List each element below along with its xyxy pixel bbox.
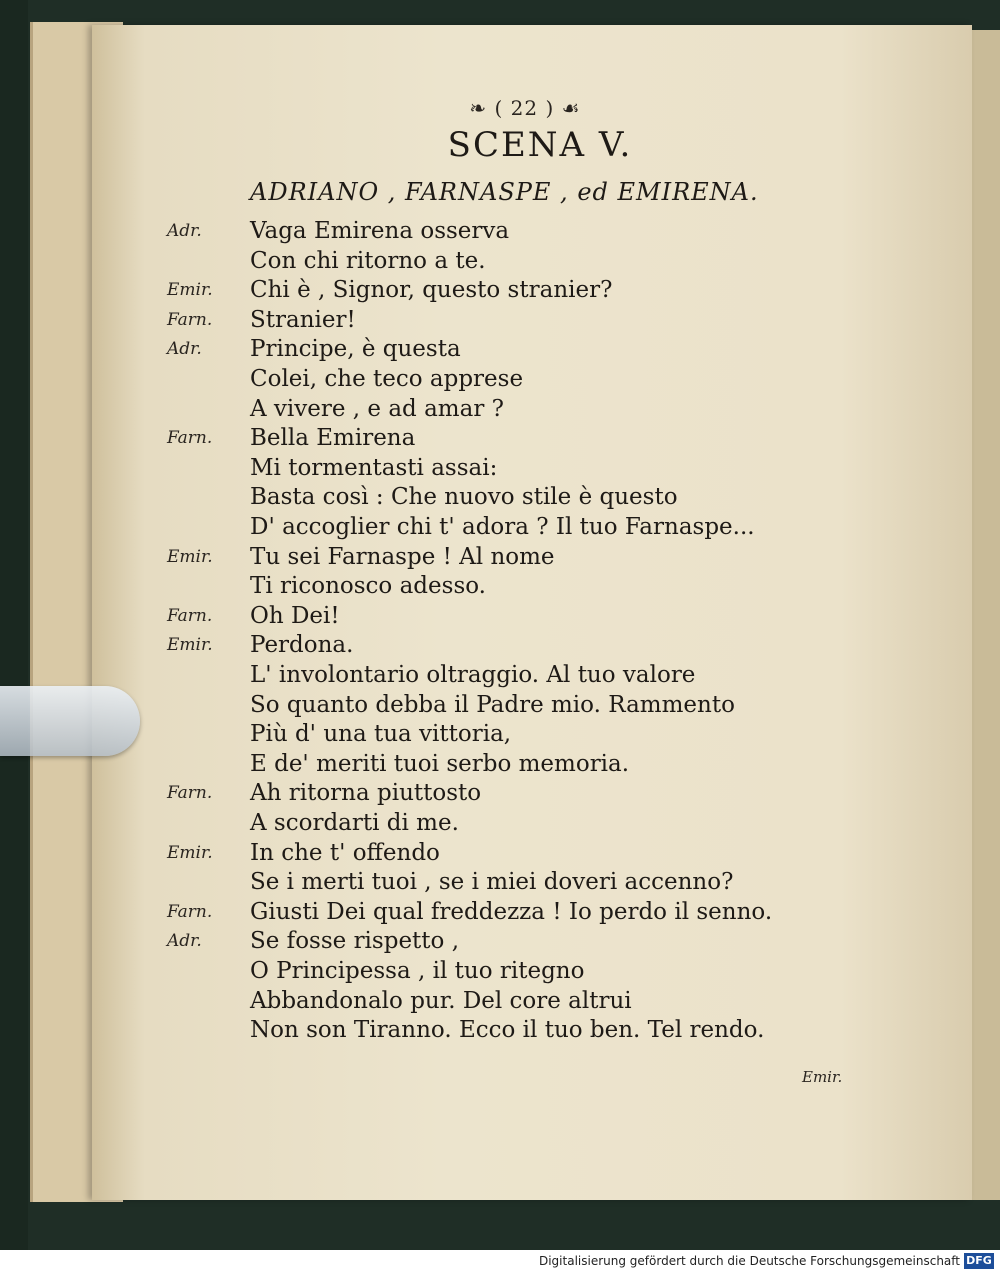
dialogue-line: Principe, è questa xyxy=(250,336,461,363)
dialogue-line: A vivere , e ad amar ? xyxy=(250,395,504,422)
dialogue-line: Non son Tiranno. Ecco il tuo ben. Tel rendo. xyxy=(250,1017,765,1044)
dialogue-line: Più d' una tua vittoria, xyxy=(250,721,512,748)
speaker-label: Farn. xyxy=(167,783,213,804)
dialogue-line: Abbandonalo pur. Del core altrui xyxy=(250,987,632,1014)
scanner-bed xyxy=(0,0,28,1250)
dialogue-line: E de' meriti tuoi serbo memoria. xyxy=(250,750,630,777)
dialogue-line: Bella Emirena xyxy=(250,425,416,452)
dialogue-line: Ti riconosco adesso. xyxy=(250,573,486,600)
catchword: Emir. xyxy=(802,1068,843,1086)
dialogue-line: Chi è , Signor, questo stranier? xyxy=(250,277,613,304)
speaker-label: Emir. xyxy=(167,842,213,863)
scene-characters: ADRIANO , FARNASPE , ed EMIRENA. xyxy=(250,178,759,206)
dialogue-line: Con chi ritorno a te. xyxy=(250,247,486,274)
dialogue-line: So quanto debba il Padre mio. Rammento xyxy=(250,691,735,718)
dialogue-line: O Principessa , il tuo ritegno xyxy=(250,958,585,984)
dialogue-line: Mi tormentasti assai: xyxy=(250,454,498,481)
dialogue-line: Colei, che teco apprese xyxy=(250,366,524,392)
speaker-label: Farn. xyxy=(167,428,213,449)
dialogue-line: Oh Dei! xyxy=(250,602,340,629)
footer-bar xyxy=(0,1250,1000,1273)
speaker-label: Emir. xyxy=(167,546,213,567)
speaker-label: Adr. xyxy=(167,931,202,952)
page-number xyxy=(440,96,610,126)
scene-title: SCENA V. xyxy=(447,125,633,165)
dialogue-line: A scordarti di me. xyxy=(250,810,459,836)
dialogue-line: Perdona. xyxy=(250,632,354,659)
dialogue-line: L' involontario oltraggio. Al tuo valore xyxy=(250,662,696,688)
dialogue-line: In che t' offendo xyxy=(250,839,440,866)
speaker-label: Farn. xyxy=(167,309,213,330)
speaker-label: Emir. xyxy=(167,280,213,301)
page-clip-tab xyxy=(0,686,140,756)
speaker-label: Adr. xyxy=(167,339,202,360)
funding-credit: Digitalisierung gefördert durch die Deutsche Forschungsgemeinschaft xyxy=(538,1254,960,1268)
speaker-label: Farn. xyxy=(167,901,213,922)
dfg-logo: DFG xyxy=(964,1253,994,1269)
dialogue-line: D' accoglier chi t' adora ? Il tuo Farnaspe... xyxy=(250,514,755,540)
dialogue-line: Vaga Emirena osserva xyxy=(250,218,510,244)
speaker-label: Adr. xyxy=(167,221,202,241)
dialogue-line: Ah ritorna piuttosto xyxy=(250,780,482,807)
dialogue-line: Se fosse rispetto , xyxy=(250,928,460,955)
dialogue-line: Tu sei Farnaspe ! Al nome xyxy=(250,543,555,570)
dialogue-line: Se i merti tuoi , se i miei doveri accenno? xyxy=(250,869,734,896)
ornament-left-icon: ❧ xyxy=(469,96,488,120)
dialogue-line: Stranier! xyxy=(250,306,356,333)
ornament-right-icon: ☙ xyxy=(561,96,581,120)
speaker-label: Farn. xyxy=(167,605,213,626)
speaker-label: Emir. xyxy=(167,635,213,656)
page-number-text: ( 22 ) xyxy=(494,96,555,120)
dialogue-line: Giusti Dei qual freddezza ! Io perdo il senno. xyxy=(250,898,773,925)
dialogue-line: Basta così : Che nuovo stile è questo xyxy=(250,484,678,511)
